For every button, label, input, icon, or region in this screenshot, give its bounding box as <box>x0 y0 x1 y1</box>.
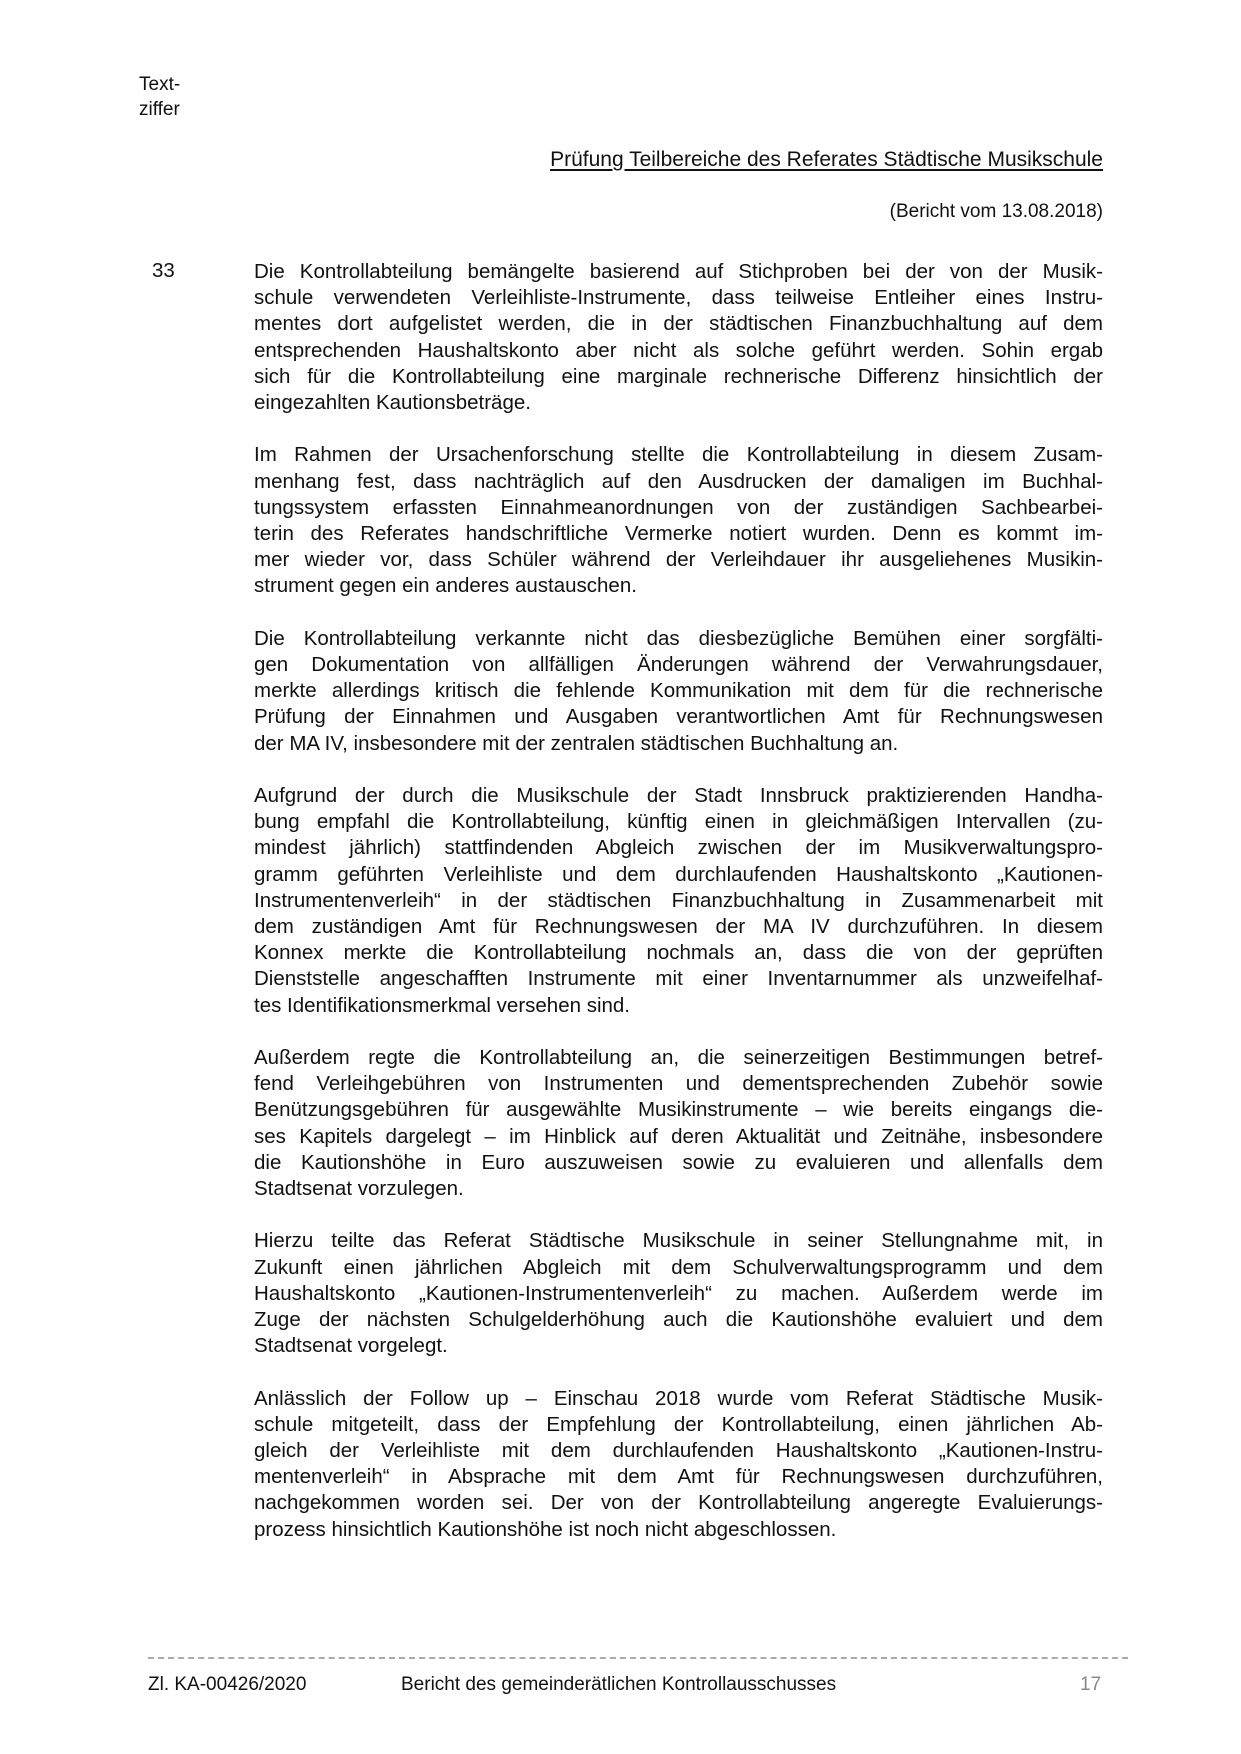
paragraph-line: Dienststelle angeschafften Instrumente mit einer Inventarnummer als unzweifelhaf- <box>254 967 1103 991</box>
paragraph-line: gramm geführten Verleihliste und dem durchlaufenden Haushaltskonto „Kautionen- <box>254 862 1103 886</box>
paragraph-line: tes Identifikationsmerkmal versehen sind. <box>254 993 631 1017</box>
paragraph-line: nachgekommen worden sei. Der von der Kontrollabteilung angeregte Evaluierungs- <box>254 1491 1103 1515</box>
paragraph-line: mentes dort aufgelistet werden, die in der städtischen Finanzbuchhaltung auf dem <box>254 312 1103 336</box>
paragraph-line: Haushaltskonto „Kautionen-Instrumentenverleih“ zu machen. Außerdem werde im <box>254 1281 1103 1305</box>
paragraph-line: bung empfahl die Kontrollabteilung, künftig einen in gleichmäßigen Intervallen (zu- <box>254 810 1103 834</box>
paragraph-line: Prüfung der Einnahmen und Ausgaben verantwortlichen Amt für Rechnungswesen <box>254 705 1103 729</box>
paragraph-line: Stadtsenat vorgelegt. <box>254 1334 448 1358</box>
paragraph-line: Die Kontrollabteilung bemängelte basierend auf Stichproben bei der von der Musik- <box>254 260 1103 283</box>
paragraph-line: mentenverleih“ in Absprache mit dem Amt für Rechnungswesen durchzuführen, <box>254 1465 1103 1489</box>
paragraph-line: Die Kontrollabteilung verkannte nicht das diesbezügliche Bemühen einer sorgfälti- <box>254 626 1103 650</box>
paragraph <box>254 626 1103 757</box>
paragraph-line: fend Verleihgebühren von Instrumenten und dementsprechenden Zubehör sowie <box>254 1072 1103 1096</box>
paragraph-line: Zuge der nächsten Schulgelderhöhung auch die Kautionshöhe evaluiert und dem <box>254 1308 1103 1332</box>
paragraph-line: Stadtsenat vorzulegen. <box>254 1177 464 1201</box>
section-number: 33 <box>152 259 175 282</box>
paragraph-line: eingezahlten Kautionsbeträge. <box>254 391 531 415</box>
margin-label-line: ziffer <box>139 99 180 120</box>
paragraph-line: mindest jährlich) stattfindenden Abgleich zwischen der im Musikverwaltungspro- <box>254 836 1103 860</box>
report-date: (Bericht vom 13.08.2018) <box>889 201 1103 222</box>
margin-label-line: Text- <box>139 74 181 95</box>
paragraph-line: prozess hinsichtlich Kautionshöhe ist noch nicht abgeschlossen. <box>254 1517 837 1541</box>
paragraph-line: mer wieder vor, dass Schüler während der Verleihdauer ihr ausgeliehenes Musikin- <box>254 548 1103 572</box>
paragraph-line: merkte allerdings kritisch die fehlende Kommunikation mit dem für die rechnerische <box>254 679 1103 703</box>
paragraph-line: Aufgrund der durch die Musikschule der Stadt Innsbruck praktizierenden Handha- <box>254 784 1103 808</box>
paragraph-line: strument gegen ein anderes austauschen. <box>254 574 637 598</box>
paragraph-line: Hierzu teilte das Referat Städtische Musikschule in seiner Stellungnahme mit, in <box>254 1229 1103 1253</box>
paragraph-line: sich für die Kontrollabteilung eine marginale rechnerische Differenz hinsichtlich der <box>254 364 1103 388</box>
footer-divider <box>148 1657 1128 1659</box>
paragraph-line: Anlässlich der Follow up – Einschau 2018 wurde vom Referat Städtische Musik- <box>254 1386 1103 1410</box>
paragraph-line: Zukunft einen jährlichen Abgleich mit dem Schulverwaltungsprogramm und dem <box>254 1255 1103 1279</box>
paragraph-line: entsprechenden Haushaltskonto aber nicht als solche geführt werden. Sohin ergab <box>254 338 1103 362</box>
paragraph-line: Außerdem regte die Kontrollabteilung an, die seinerzeitigen Bestimmungen betref- <box>254 1046 1103 1070</box>
paragraph-line: der MA IV, insbesondere mit der zentralen städtischen Buchhaltung an. <box>254 731 899 755</box>
paragraph-line: ses Kapitels dargelegt – im Hinblick auf deren Aktualität und Zeitnähe, insbesondere <box>254 1124 1103 1148</box>
paragraph-line: schule mitgeteilt, dass der Empfehlung der Kontrollabteilung, einen jährlichen Ab- <box>254 1412 1103 1436</box>
paragraph-line: terin des Referates handschriftliche Vermerke notiert wurden. Denn es kommt im- <box>254 522 1103 546</box>
paragraph-line: Instrumentenverleih“ in der städtischen Finanzbuchhaltung in Zusammenarbeit mit <box>254 888 1103 912</box>
page-number: 17 <box>1080 1674 1102 1695</box>
paragraph-line: Im Rahmen der Ursachenforschung stellte die Kontrollabteilung in diesem Zusam- <box>254 443 1103 467</box>
paragraph <box>254 259 1103 416</box>
paragraph-line: Benützungsgebühren für ausgewählte Musikinstrumente – wie bereits eingangs die- <box>254 1098 1103 1122</box>
section-title: Prüfung Teilbereiche des Referates Städtische Musikschule <box>550 148 1103 171</box>
paragraph-line: die Kautionshöhe in Euro auszuweisen sowie zu evaluieren und allenfalls dem <box>254 1150 1103 1174</box>
paragraph <box>254 783 1103 1019</box>
paragraph <box>254 1386 1103 1543</box>
paragraph <box>254 442 1103 599</box>
paragraph <box>254 1045 1103 1202</box>
paragraph-line: Konnex merkte die Kontrollabteilung nochmals an, dass die von der geprüften <box>254 941 1103 965</box>
body-text <box>254 259 1103 1569</box>
paragraph-line: menhang fest, dass nachträglich auf den Ausdrucken der damaligen im Buchhal- <box>254 469 1103 493</box>
margin-label <box>139 72 180 122</box>
paragraph-line: schule verwendeten Verleihliste-Instrumente, dass teilweise Entleiher eines Instru- <box>254 286 1103 310</box>
footer-title: Bericht des gemeinderätlichen Kontrollausschusses <box>401 1674 837 1695</box>
paragraph <box>254 1228 1103 1359</box>
paragraph-line: dem zuständigen Amt für Rechnungswesen der MA IV durchzuführen. In diesem <box>254 915 1103 939</box>
paragraph-line: tungssystem erfassten Einnahmeanordnungen von der zuständigen Sachbearbei- <box>254 495 1103 519</box>
paragraph-line: gen Dokumentation von allfälligen Änderungen während der Verwahrungsdauer, <box>254 653 1103 677</box>
paragraph-line: gleich der Verleihliste mit dem durchlaufenden Haushaltskonto „Kautionen-Instru- <box>254 1439 1103 1463</box>
footer-document-id: Zl. KA-00426/2020 <box>148 1674 307 1695</box>
